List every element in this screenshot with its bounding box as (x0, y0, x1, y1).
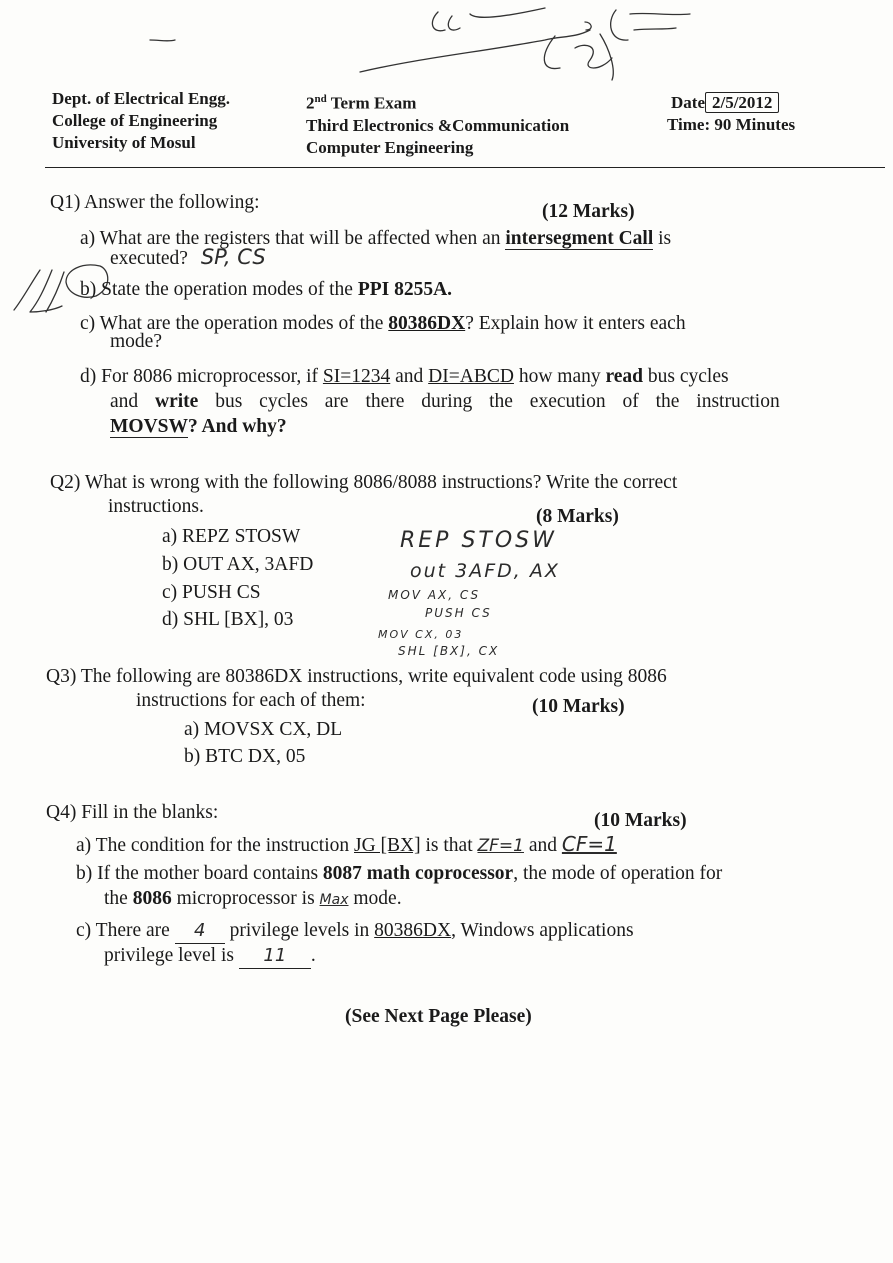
q1-a-keyword: intersegment Call (505, 228, 654, 249)
header-center (306, 88, 569, 159)
q1-title: Q1) Answer the following: (50, 192, 260, 213)
q4-b-hand: Max (319, 892, 349, 908)
q1-c-text-end: ? Explain how it enters each (465, 313, 686, 334)
q2-marks: (8 Marks) (536, 506, 619, 527)
q3-marks: (10 Marks) (532, 696, 625, 717)
header-divider (45, 167, 885, 168)
q1-a-text-end: is (653, 228, 672, 249)
q4-a-jg: JG [BX] (354, 835, 421, 856)
header-right (667, 92, 796, 136)
q4-b-line2 (104, 886, 402, 913)
q1-c-text: c) What are the operation modes of the (80, 313, 389, 334)
date-label: Date (671, 93, 705, 112)
q1-a-handwritten-answer: SP, CS (200, 245, 266, 269)
q1-d-text: d) For 8086 microprocessor, if (80, 366, 323, 387)
q3-title-line2: instructions for each of them: (136, 690, 366, 711)
q1-d-read: read (605, 366, 644, 387)
q3-item-a: a) MOVSX CX, DL (184, 719, 343, 740)
q1-d-line2-start: and (110, 391, 156, 412)
q1-a-line2 (110, 245, 266, 271)
q4-b-line1 (76, 861, 722, 886)
term-title (306, 88, 569, 115)
q2-item-d: d) SHL [BX], 03 (162, 609, 294, 630)
q2-hand-c1: MOV AX, CS (388, 588, 481, 602)
q1-c-line2: mode? (110, 331, 162, 352)
term-number: 2 (306, 93, 315, 113)
q4-a-and: and (523, 835, 562, 856)
term-label: Term Exam (326, 93, 417, 113)
q2-hand-c2: PUSH CS (425, 606, 492, 620)
q4-c-line1 (76, 918, 634, 944)
q4-b-end: , the mode of operation for (513, 863, 723, 884)
q1-d-and: and (390, 366, 429, 387)
department-line: Computer Engineering (306, 137, 474, 157)
q4-c-end: , Windows applications (451, 920, 634, 941)
q4-b-line2-start: the (104, 888, 133, 909)
q2-item-b: b) OUT AX, 3AFD (162, 554, 314, 575)
q4-c-line2-start: privilege level is (104, 945, 239, 966)
q1-b-keyword: PPI 8255A. (357, 279, 453, 300)
q4-c-hand1: 4 (175, 918, 225, 944)
q1-d-movsw: MOVSW (110, 416, 188, 437)
q4-c-line2 (104, 943, 316, 969)
q4-c-period: . (310, 945, 316, 966)
q1-marks: (12 Marks) (542, 201, 635, 222)
q4-b-8086: 8086 (132, 888, 172, 909)
q2-title-line2: instructions. (108, 496, 204, 517)
term-suffix: nd (314, 93, 327, 105)
q1-a-text: a) What are the registers that will be affected when an (80, 228, 506, 249)
q1-d-end: bus cycles (643, 366, 729, 387)
date-row (671, 92, 795, 114)
q1-d-si: SI=1234 (322, 366, 391, 387)
q3-title: Q3) The following are 80386DX instructions, write equivalent code using 8086 (46, 666, 667, 687)
header-left (52, 88, 230, 154)
q2-title: Q2) What is wrong with the following 8086/8088 instructions? Write the correct (50, 472, 678, 493)
college-name: College of Engineering (52, 111, 218, 130)
q4-a-hand2: CF=1 (561, 832, 617, 856)
dept-name: Dept. of Electrical Engg. (52, 89, 230, 108)
q1-d-di: DI=ABCD (428, 366, 514, 387)
q4-c-hand2: 11 (239, 943, 311, 969)
q1-d-mid: how many (513, 366, 606, 387)
q4-b-text: b) If the mother board contains (76, 863, 323, 884)
q4-a (76, 832, 617, 859)
q4-b-line2-mid: microprocessor is (171, 888, 320, 909)
q2-hand-b: out 3AFD, AX (410, 560, 560, 582)
footer-note: (See Next Page Please) (345, 1006, 532, 1027)
university-name: University of Mosul (52, 133, 196, 152)
q1-d-write: write (155, 391, 199, 412)
q4-title: Q4) Fill in the blanks: (46, 802, 219, 823)
q2-item-a: a) REPZ STOSW (162, 526, 301, 547)
q4-c-mid: privilege levels in (224, 920, 375, 941)
q4-c-text: c) There are (76, 920, 175, 941)
q2-hand-d1: MOV CX, 03 (378, 628, 464, 641)
time-label: Time: 90 Minutes (667, 115, 796, 134)
q1-c-line1 (80, 311, 686, 336)
q2-hand-d2: SHL [BX], CX (398, 644, 500, 658)
q4-a-mid: is that (420, 835, 478, 856)
q4-marks: (10 Marks) (594, 810, 687, 831)
date-value: 2/5/2012 (705, 92, 779, 113)
q1-d-line2 (110, 389, 780, 414)
q4-a-hand1: ZF=1 (477, 836, 524, 856)
q1-d-why: ? And why? (188, 416, 287, 437)
q1-c-keyword: 80386DX (388, 313, 466, 334)
q1-b-text: b) State the operation modes of the (80, 279, 358, 300)
q4-b-mode: mode. (348, 888, 402, 909)
q1-b (80, 277, 452, 302)
q3-item-b: b) BTC DX, 05 (184, 746, 306, 767)
q1-a-executed: executed? (110, 248, 188, 269)
q1-d-line1 (80, 364, 729, 389)
q2-hand-a: REP STOSW (400, 528, 557, 553)
q1-d-line2-end: bus cycles are there during the execution of the instruction (198, 391, 780, 412)
q1-d-line3 (110, 414, 287, 439)
class-line: Third Electronics &Communication (306, 115, 570, 135)
q4-c-80386: 80386DX (374, 920, 452, 941)
q4-a-text: a) The condition for the instruction (76, 835, 354, 856)
q2-item-c: c) PUSH CS (162, 582, 261, 603)
q4-b-coprocessor: 8087 math coprocessor (322, 863, 514, 884)
